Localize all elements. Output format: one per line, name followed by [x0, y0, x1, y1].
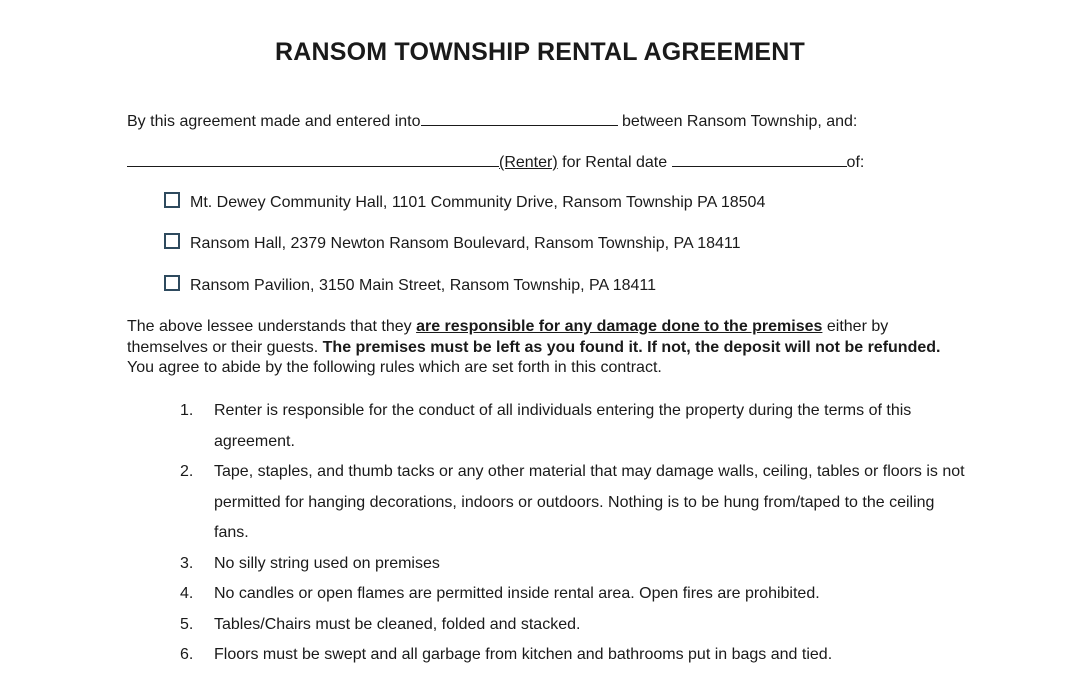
- intro-line-renter: [127, 151, 864, 172]
- damage-responsibility-emphasis: are responsible for any damage done to the premises: [416, 318, 823, 335]
- rule-number: 6.: [180, 646, 194, 663]
- rule-item: [180, 640, 970, 671]
- rule-text: Tape, staples, and thumb tacks or any other material that may damage walls, ceiling, tables or floors is not permitted for hanging decorations, indoors or outdoors. Nothing is to be hung from/taped to the ceiling fans.: [214, 463, 965, 541]
- rule-text: Renter is responsible for the conduct of all individuals entering the property during the terms of this agreement.: [214, 402, 912, 450]
- rule-item: [180, 610, 970, 641]
- intro-line-agreement-date: [127, 110, 857, 131]
- renter-label: (Renter): [499, 154, 558, 171]
- rule-item: [180, 579, 970, 610]
- renter-name-blank[interactable]: [127, 151, 499, 167]
- paragraph-text: The above lessee understands that they: [127, 318, 417, 335]
- rule-item: [180, 549, 970, 580]
- venue-option-ransom-pavilion[interactable]: [164, 275, 656, 295]
- venue-label: Ransom Hall, 2379 Newton Ransom Boulevard, Ransom Township, PA 18411: [190, 235, 741, 252]
- rule-text: Tables/Chairs must be cleaned, folded and stacked.: [214, 615, 581, 633]
- rule-number: 3.: [180, 554, 194, 572]
- rule-number: 2.: [180, 463, 194, 480]
- rule-text: Floors must be swept and all garbage from kitchen and bathrooms put in bags and tied.: [214, 646, 833, 663]
- intro-text-after: between Ransom Township, and:: [621, 113, 858, 130]
- document-title: RANSOM TOWNSHIP RENTAL AGREEMENT: [274, 38, 806, 66]
- rental-of-label: of:: [846, 154, 865, 171]
- checkbox-icon[interactable]: [164, 233, 180, 249]
- venue-label: Ransom Pavilion, 3150 Main Street, Ransom Township, PA 18411: [190, 277, 657, 294]
- rule-number: 1.: [180, 402, 194, 419]
- agreement-date-blank[interactable]: [421, 110, 618, 126]
- rules-list: [180, 396, 970, 671]
- rule-item: [180, 457, 970, 549]
- rental-date-label: for Rental date: [562, 154, 668, 171]
- rule-text: No silly string used on premises: [214, 554, 440, 572]
- paragraph-text: either by themselves or their guests.: [127, 318, 889, 356]
- paragraph-text: You agree to abide by the following rules which are set forth in this contract.: [127, 359, 662, 376]
- checkbox-icon[interactable]: [164, 192, 180, 208]
- rule-number: 5.: [180, 615, 194, 633]
- intro-text-before: By this agreement made and entered into: [127, 113, 421, 130]
- deposit-warning: The premises must be left as you found it. If not, the deposit will not be refunded.: [322, 338, 941, 356]
- rule-text: No candles or open flames are permitted inside rental area. Open fires are prohibited.: [214, 585, 820, 602]
- rule-item: [180, 396, 970, 457]
- venue-option-ransom-hall[interactable]: [164, 233, 741, 253]
- venue-label: Mt. Dewey Community Hall, 1101 Community Drive, Ransom Township PA 18504: [190, 194, 766, 211]
- rental-date-blank[interactable]: [672, 151, 847, 167]
- checkbox-icon[interactable]: [164, 275, 180, 291]
- rule-number: 4.: [180, 585, 194, 602]
- lessee-responsibility-paragraph: [127, 317, 957, 379]
- venue-option-mt-dewey[interactable]: [164, 192, 765, 212]
